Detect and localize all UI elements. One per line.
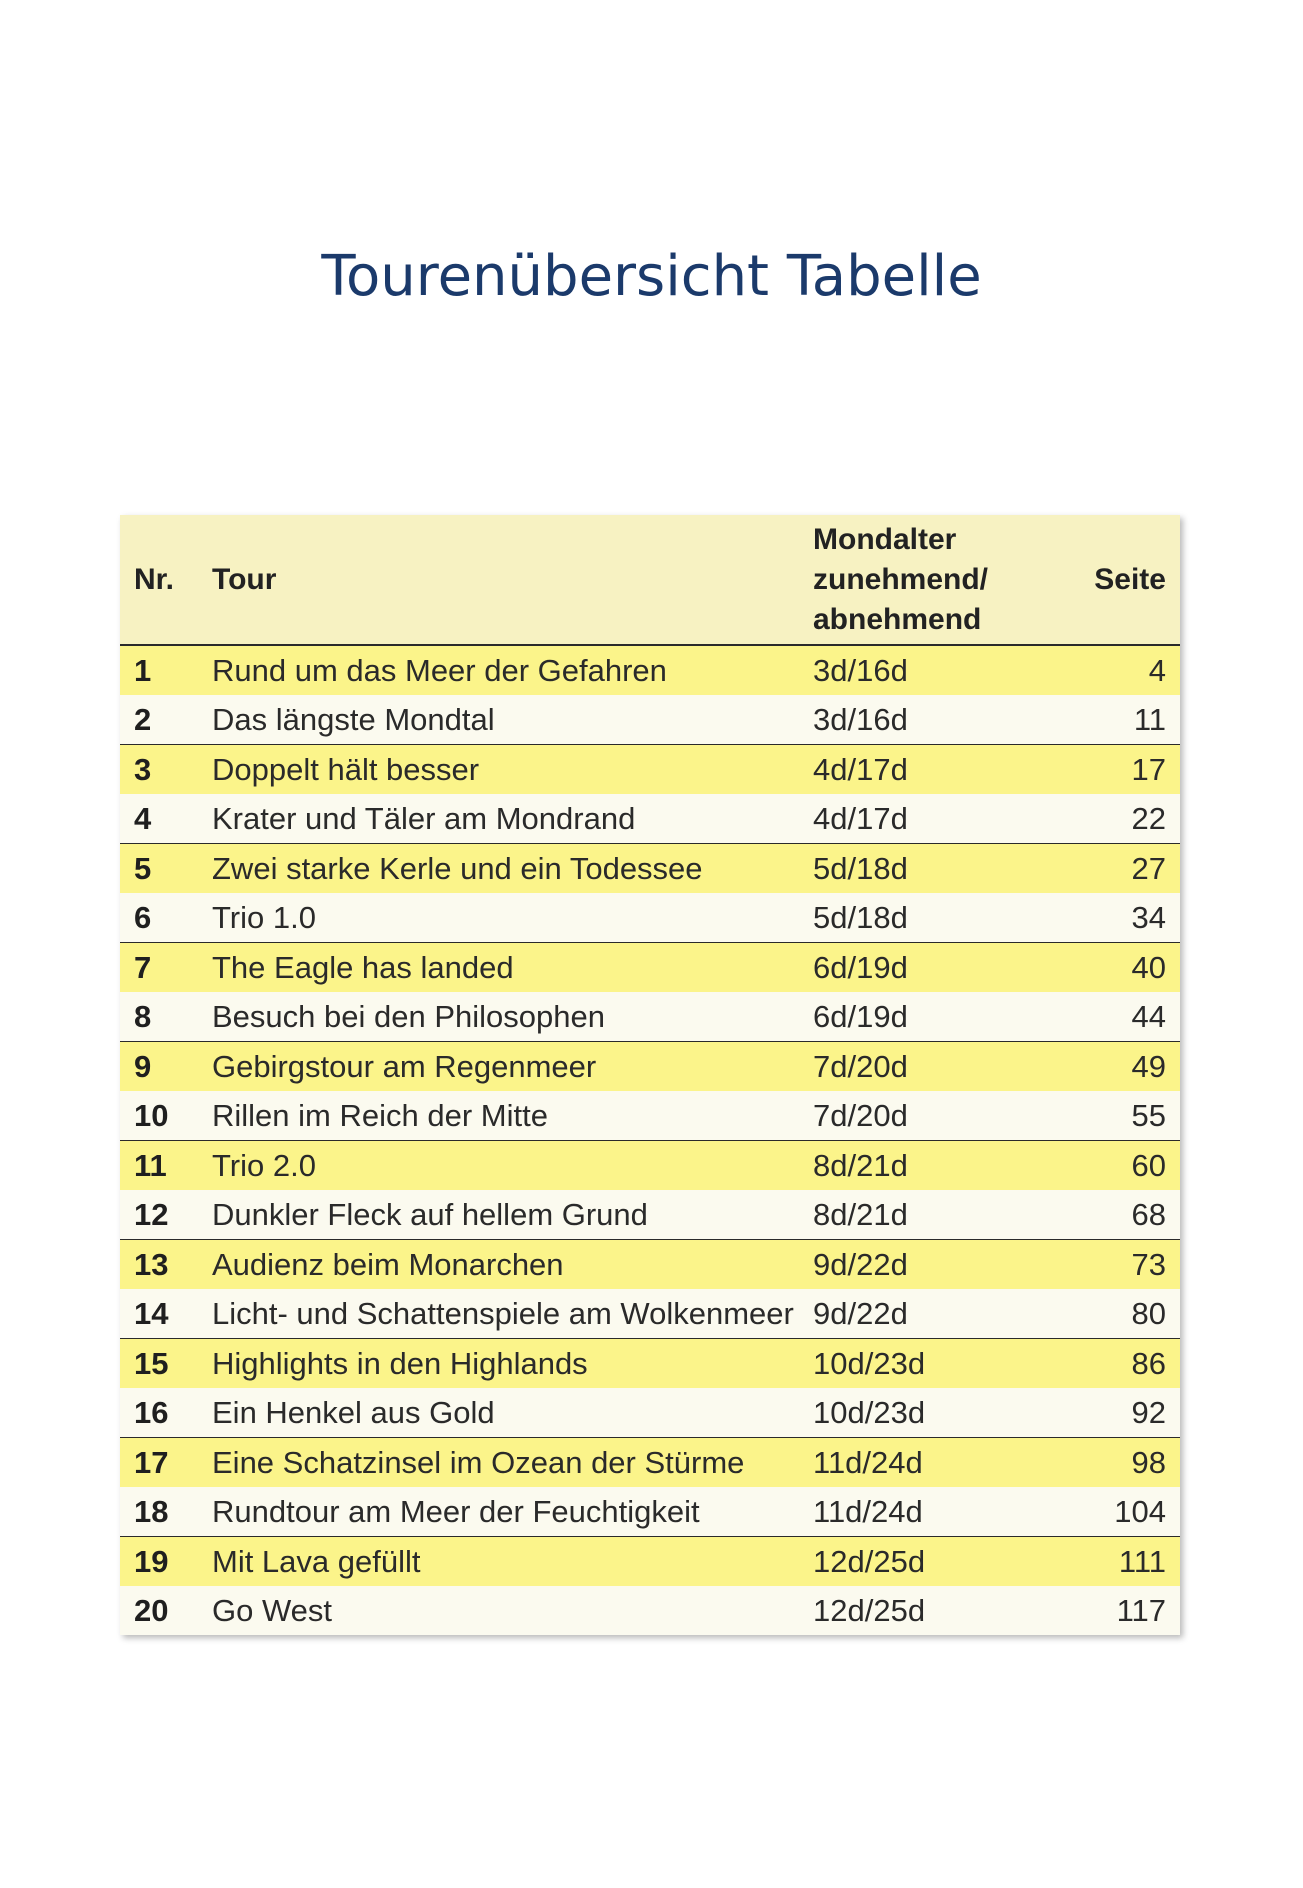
tour-name: Rillen im Reich der Mitte bbox=[212, 1091, 813, 1141]
moon-age: 5d/18d bbox=[813, 851, 908, 886]
tour-number: 7 bbox=[134, 950, 152, 985]
table-row bbox=[120, 1537, 1180, 1587]
tour-name: Highlights in den Highlands bbox=[212, 1346, 588, 1381]
moon-age: 3d/16d bbox=[813, 695, 1044, 745]
table-row bbox=[120, 1141, 1180, 1191]
page-title: Tourenübersicht Tabelle bbox=[321, 244, 982, 309]
tour-number: 16 bbox=[120, 1388, 212, 1438]
page-number: 117 bbox=[1116, 1593, 1166, 1628]
tour-name: Mit Lava gefüllt bbox=[212, 1544, 421, 1579]
table-header-row bbox=[120, 515, 1180, 645]
moon-age: 10d/23d bbox=[813, 1346, 926, 1381]
moon-age: 5d/18d bbox=[813, 893, 1044, 943]
tour-name: Gebirgstour am Regenmeer bbox=[212, 1049, 597, 1084]
page-number: 22 bbox=[1044, 794, 1180, 844]
tour-table-container bbox=[120, 515, 1180, 1635]
page-number: 55 bbox=[1044, 1091, 1180, 1141]
page-number: 11 bbox=[1044, 695, 1180, 745]
table-body bbox=[120, 645, 1180, 1635]
page-number: 104 bbox=[1044, 1487, 1180, 1537]
page-number: 92 bbox=[1044, 1388, 1180, 1438]
moon-age: 7d/20d bbox=[813, 1049, 908, 1084]
table-row bbox=[120, 893, 1180, 943]
tour-name: Dunkler Fleck auf hellem Grund bbox=[212, 1190, 813, 1240]
tour-name: Besuch bei den Philosophen bbox=[212, 992, 813, 1042]
page-number: 68 bbox=[1044, 1190, 1180, 1240]
moon-age: 11d/24d bbox=[813, 1487, 1044, 1537]
page-number: 86 bbox=[1131, 1346, 1166, 1381]
tour-number: 13 bbox=[134, 1247, 169, 1282]
moon-age: 7d/20d bbox=[813, 1091, 1044, 1141]
table-row bbox=[120, 695, 1180, 745]
tour-number: 3 bbox=[134, 752, 152, 787]
moon-age: 11d/24d bbox=[813, 1445, 923, 1480]
page-number: 73 bbox=[1131, 1247, 1166, 1282]
moon-age: 10d/23d bbox=[813, 1388, 1044, 1438]
table-row bbox=[120, 645, 1180, 695]
page-number: 60 bbox=[1131, 1148, 1166, 1183]
tour-number: 17 bbox=[134, 1445, 169, 1480]
moon-age: 3d/16d bbox=[813, 653, 908, 688]
tour-name: Rundtour am Meer der Feuchtigkeit bbox=[212, 1487, 813, 1537]
moon-age: 12d/25d bbox=[813, 1544, 926, 1579]
tour-number: 11 bbox=[134, 1148, 167, 1183]
tour-name: Krater und Täler am Mondrand bbox=[212, 794, 813, 844]
header-mondalter-line1: Mondalter bbox=[813, 522, 957, 556]
moon-age: 8d/21d bbox=[813, 1190, 1044, 1240]
tour-number: 5 bbox=[134, 851, 152, 886]
page-number: 34 bbox=[1044, 893, 1180, 943]
tour-number: 20 bbox=[134, 1593, 169, 1628]
moon-age: 4d/17d bbox=[813, 752, 908, 787]
tour-number: 15 bbox=[134, 1346, 169, 1381]
header-mondalter-line3: abnehmend bbox=[813, 602, 982, 636]
moon-age: 9d/22d bbox=[813, 1289, 1044, 1339]
table-row bbox=[120, 1190, 1180, 1240]
moon-age: 6d/19d bbox=[813, 950, 908, 985]
table-row bbox=[120, 1388, 1180, 1438]
table-row bbox=[120, 1339, 1180, 1389]
tour-number: 4 bbox=[120, 794, 212, 844]
header-mondalter bbox=[813, 515, 1044, 645]
header-nr: Nr. bbox=[120, 515, 212, 645]
table-row bbox=[120, 1091, 1180, 1141]
page-number: 80 bbox=[1044, 1289, 1180, 1339]
tour-name: Trio 2.0 bbox=[212, 1148, 316, 1183]
table-row bbox=[120, 1042, 1180, 1092]
tour-name: Go West bbox=[212, 1593, 333, 1628]
header-tour: Tour bbox=[212, 515, 813, 645]
page-number: 111 bbox=[1118, 1544, 1166, 1579]
tour-name: Das längste Mondtal bbox=[212, 695, 813, 745]
table-row bbox=[120, 1438, 1180, 1488]
tour-name: Audienz beim Monarchen bbox=[212, 1247, 564, 1282]
tour-number: 6 bbox=[120, 893, 212, 943]
tour-number: 14 bbox=[120, 1289, 212, 1339]
tour-number: 19 bbox=[134, 1544, 169, 1579]
tour-overview-table bbox=[120, 515, 1180, 1635]
tour-name: Doppelt hält besser bbox=[212, 752, 480, 787]
tour-name: Ein Henkel aus Gold bbox=[212, 1388, 813, 1438]
tour-number: 9 bbox=[134, 1049, 152, 1084]
table-row bbox=[120, 1586, 1180, 1635]
tour-number: 8 bbox=[120, 992, 212, 1042]
tour-number: 2 bbox=[120, 695, 212, 745]
moon-age: 12d/25d bbox=[813, 1593, 926, 1628]
table-row bbox=[120, 794, 1180, 844]
table-row bbox=[120, 1240, 1180, 1290]
tour-number: 18 bbox=[120, 1487, 212, 1537]
tour-name: Trio 1.0 bbox=[212, 893, 813, 943]
page-number: 4 bbox=[1148, 653, 1166, 688]
tour-name: Rund um das Meer der Gefahren bbox=[212, 653, 667, 688]
table-row bbox=[120, 1487, 1180, 1537]
tour-number: 12 bbox=[120, 1190, 212, 1240]
table-row bbox=[120, 992, 1180, 1042]
page-number: 98 bbox=[1131, 1445, 1166, 1480]
header-seite: Seite bbox=[1044, 515, 1180, 645]
page-number: 49 bbox=[1131, 1049, 1166, 1084]
table-row bbox=[120, 1289, 1180, 1339]
tour-name: Licht- und Schattenspiele am Wolkenmeer bbox=[212, 1289, 813, 1339]
page-number: 17 bbox=[1131, 752, 1166, 787]
table-row bbox=[120, 943, 1180, 993]
tour-name: Zwei starke Kerle und ein Todessee bbox=[212, 851, 703, 886]
table-row bbox=[120, 844, 1180, 894]
moon-age: 4d/17d bbox=[813, 794, 1044, 844]
table-row bbox=[120, 745, 1180, 795]
header-mondalter-line2: zunehmend/ bbox=[813, 562, 989, 596]
tour-name: Eine Schatzinsel im Ozean der Stürme bbox=[212, 1445, 745, 1480]
moon-age: 8d/21d bbox=[813, 1148, 908, 1183]
page-number: 27 bbox=[1131, 851, 1166, 886]
page-number: 40 bbox=[1131, 950, 1166, 985]
moon-age: 9d/22d bbox=[813, 1247, 908, 1282]
tour-name: The Eagle has landed bbox=[212, 950, 514, 985]
moon-age: 6d/19d bbox=[813, 992, 1044, 1042]
tour-number: 10 bbox=[120, 1091, 212, 1141]
page-number: 44 bbox=[1044, 992, 1180, 1042]
tour-number: 1 bbox=[134, 653, 152, 688]
